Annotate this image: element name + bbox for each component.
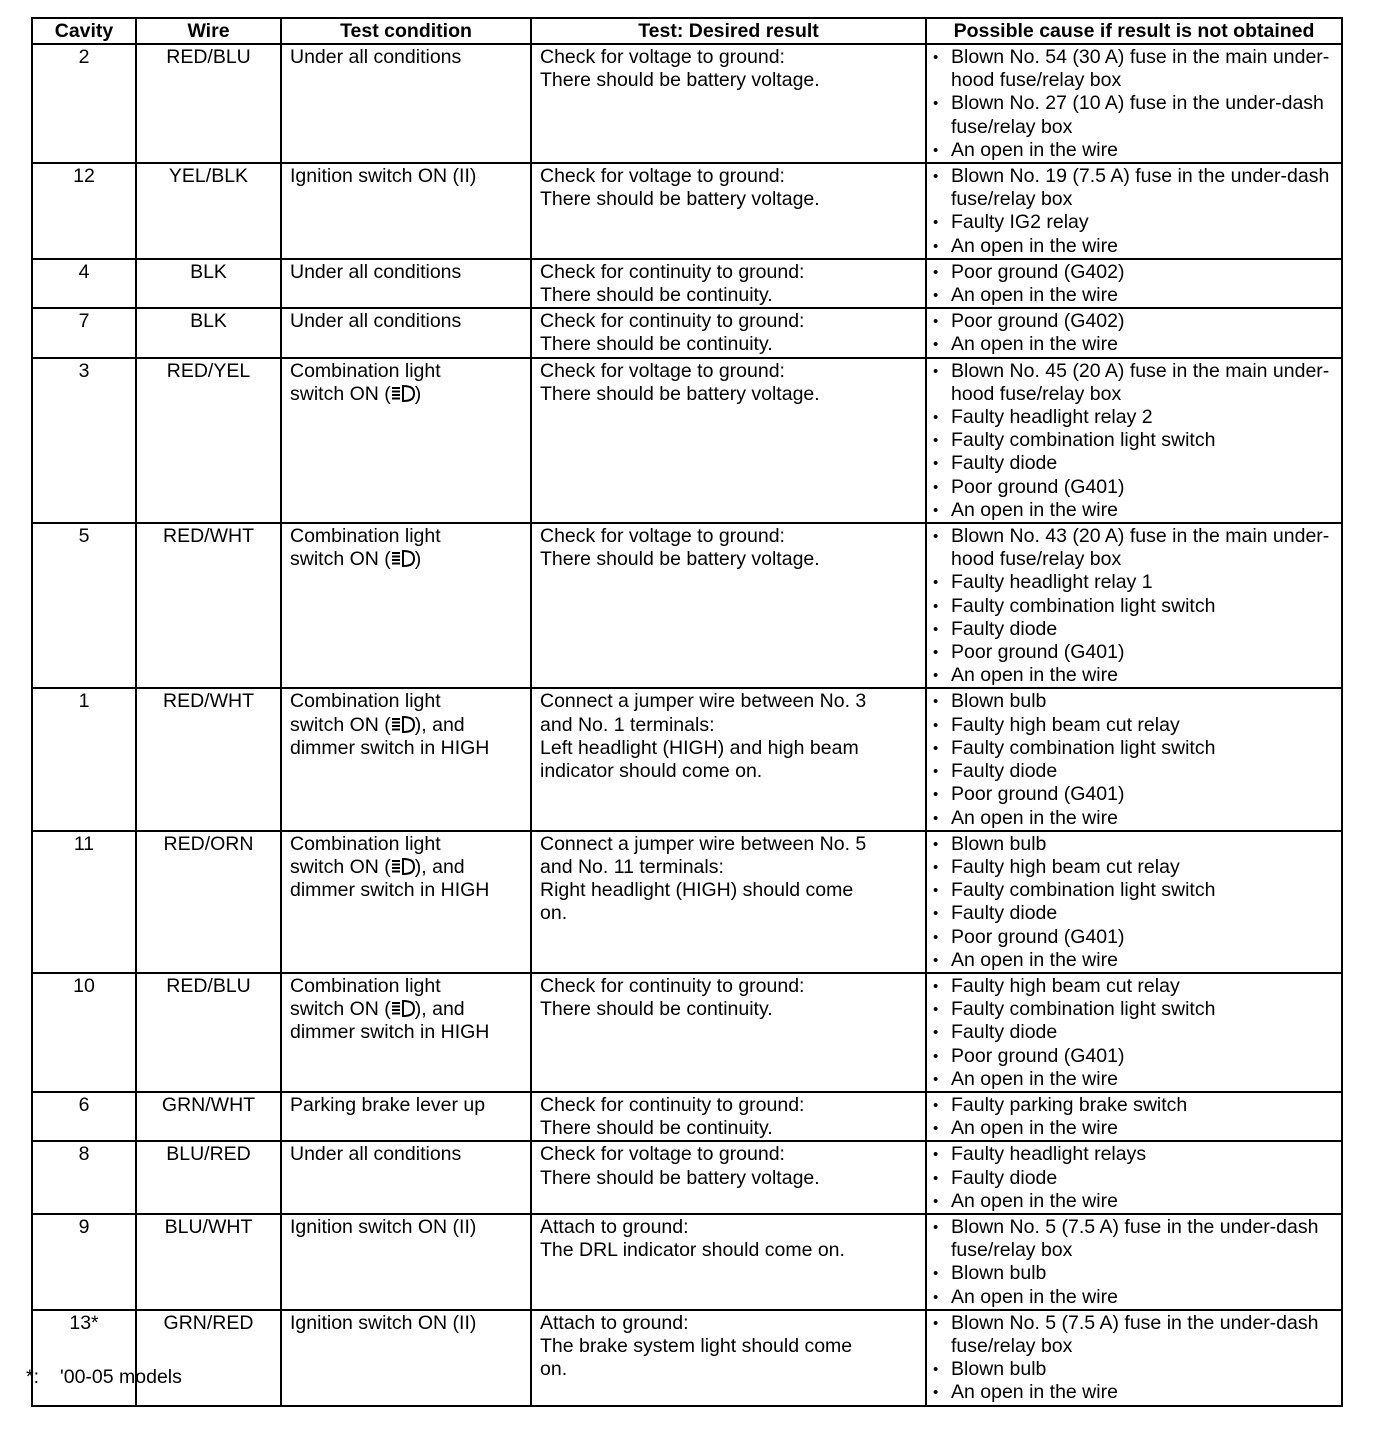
result-cell bbox=[531, 1092, 926, 1141]
cause-item: • Faulty combination light switch bbox=[929, 737, 1341, 760]
cause-item: • An open in the wire bbox=[929, 1381, 1341, 1404]
cavity-cell bbox=[32, 1310, 136, 1406]
condition-line: Parking brake lever up bbox=[290, 1093, 486, 1116]
wire-cell bbox=[136, 831, 281, 973]
condition-cell bbox=[281, 831, 531, 973]
result-line: There should be continuity. bbox=[540, 284, 773, 307]
condition-cell bbox=[281, 688, 531, 830]
result-cell bbox=[531, 308, 926, 357]
table-row bbox=[32, 259, 1342, 308]
cause-cell bbox=[926, 358, 1342, 523]
cause-item: • An open in the wire bbox=[929, 333, 1341, 356]
wire-color: BLU/WHT bbox=[164, 1215, 253, 1238]
cause-item: • Blown bulb bbox=[929, 690, 1341, 713]
header-possible-cause: Possible cause if result is not obtained bbox=[926, 18, 1342, 44]
cause-item: • An open in the wire bbox=[929, 139, 1341, 162]
cause-cell bbox=[926, 1141, 1342, 1214]
cause-cell bbox=[926, 523, 1342, 688]
result-cell bbox=[531, 1310, 926, 1406]
condition-text: switch ON ( bbox=[290, 548, 391, 571]
result-line: There should be continuity. bbox=[540, 998, 773, 1021]
condition-line: dimmer switch in HIGH bbox=[290, 879, 490, 902]
header-wire: Wire bbox=[136, 18, 281, 44]
cause-list bbox=[929, 1312, 1341, 1405]
cavity-number: 11 bbox=[73, 832, 95, 855]
result-line: Right headlight (HIGH) should come bbox=[540, 879, 854, 902]
result-cell bbox=[531, 259, 926, 308]
condition-line bbox=[290, 714, 530, 737]
cause-item: • Poor ground (G401) bbox=[929, 783, 1341, 806]
cause-list bbox=[929, 310, 1341, 356]
condition-text: switch ON ( bbox=[290, 855, 391, 878]
cavity-cell bbox=[32, 308, 136, 357]
cause-cell bbox=[926, 1092, 1342, 1141]
cause-item: • Faulty IG2 relay bbox=[929, 211, 1341, 234]
cause-item: • An open in the wire bbox=[929, 1286, 1341, 1309]
result-line: Check for continuity to ground: bbox=[540, 974, 805, 997]
condition-cell bbox=[281, 163, 531, 259]
condition-cell bbox=[281, 1214, 531, 1310]
wire-cell bbox=[136, 688, 281, 830]
cause-item: • Poor ground (G402) bbox=[929, 261, 1341, 284]
condition-line: Ignition switch ON (II) bbox=[290, 1311, 477, 1334]
table-row bbox=[32, 973, 1342, 1092]
condition-line: Under all conditions bbox=[290, 260, 462, 283]
condition-line: Under all conditions bbox=[290, 1143, 462, 1166]
wire-color: RED/WHT bbox=[163, 525, 254, 548]
result-line: Check for continuity to ground: bbox=[540, 310, 805, 333]
cavity-number: 7 bbox=[78, 310, 90, 333]
cavity-number: 4 bbox=[78, 260, 90, 283]
headlight-high-beam-icon bbox=[391, 858, 415, 875]
table-row bbox=[32, 1141, 1342, 1214]
cause-item: • Faulty combination light switch bbox=[929, 429, 1341, 452]
table-row bbox=[32, 688, 1342, 830]
condition-text: ), and bbox=[414, 713, 465, 736]
wire-color: RED/ORN bbox=[163, 832, 254, 855]
cause-item: • Faulty diode bbox=[929, 452, 1341, 475]
footnote-text: '00-05 models bbox=[60, 1366, 182, 1388]
cause-item: • Faulty diode bbox=[929, 1167, 1341, 1190]
result-line: Connect a jumper wire between No. 3 bbox=[540, 690, 867, 713]
headlight-high-beam-icon bbox=[391, 1000, 415, 1017]
result-line: There should be battery voltage. bbox=[540, 188, 820, 211]
result-line: There should be battery voltage. bbox=[540, 1166, 820, 1189]
table-row bbox=[32, 358, 1342, 523]
wire-color: YEL/BLK bbox=[168, 165, 249, 188]
wire-cell bbox=[136, 44, 281, 163]
wire-color: GRN/RED bbox=[163, 1311, 254, 1334]
condition-text: switch ON ( bbox=[290, 382, 391, 405]
condition-cell bbox=[281, 44, 531, 163]
cause-item: • Poor ground (G401) bbox=[929, 641, 1341, 664]
condition-text: switch ON ( bbox=[290, 998, 391, 1021]
cavity-number: 5 bbox=[78, 525, 90, 548]
cause-item: • Faulty combination light switch bbox=[929, 879, 1341, 902]
result-line: There should be battery voltage. bbox=[540, 548, 820, 571]
wire-color: RED/BLU bbox=[166, 974, 251, 997]
cavity-cell bbox=[32, 973, 136, 1092]
cavity-cell bbox=[32, 831, 136, 973]
condition-line: Combination light bbox=[290, 690, 441, 713]
wire-color: BLU/RED bbox=[166, 1143, 251, 1166]
headlight-high-beam-icon bbox=[391, 550, 415, 567]
cause-item: • Blown bulb bbox=[929, 1262, 1341, 1285]
cause-cell bbox=[926, 1214, 1342, 1310]
result-line: Check for voltage to ground: bbox=[540, 359, 785, 382]
cause-item: • Poor ground (G402) bbox=[929, 310, 1341, 333]
result-cell bbox=[531, 973, 926, 1092]
cause-item: • An open in the wire bbox=[929, 807, 1341, 830]
condition-line: Ignition switch ON (II) bbox=[290, 1215, 477, 1238]
wire-color: RED/WHT bbox=[163, 690, 254, 713]
cause-item: • Faulty headlight relay 1 bbox=[929, 571, 1341, 594]
cause-cell bbox=[926, 973, 1342, 1092]
cause-item: • Faulty headlight relays bbox=[929, 1143, 1341, 1166]
condition-cell bbox=[281, 1310, 531, 1406]
cause-list bbox=[929, 1094, 1341, 1140]
result-cell bbox=[531, 358, 926, 523]
cavity-cell bbox=[32, 44, 136, 163]
condition-text: switch ON ( bbox=[290, 713, 391, 736]
condition-line bbox=[290, 856, 530, 879]
result-cell bbox=[531, 831, 926, 973]
cause-item: • Poor ground (G401) bbox=[929, 476, 1341, 499]
result-line: Attach to ground: bbox=[540, 1311, 689, 1334]
wire-cell bbox=[136, 1214, 281, 1310]
table-row bbox=[32, 1214, 1342, 1310]
cavity-cell bbox=[32, 1141, 136, 1214]
cause-item: • An open in the wire bbox=[929, 499, 1341, 522]
cause-item: • An open in the wire bbox=[929, 1068, 1341, 1091]
cause-item: • Blown No. 43 (20 A) fuse in the main under-hood fuse/relay box bbox=[929, 525, 1341, 571]
result-line: There should be battery voltage. bbox=[540, 382, 820, 405]
cause-item: • Blown No. 45 (20 A) fuse in the main under-hood fuse/relay box bbox=[929, 360, 1341, 406]
cavity-cell bbox=[32, 523, 136, 688]
headlight-high-beam-icon bbox=[391, 385, 415, 402]
result-line: Check for voltage to ground: bbox=[540, 525, 785, 548]
result-cell bbox=[531, 44, 926, 163]
result-line: There should be battery voltage. bbox=[540, 69, 820, 92]
cause-list bbox=[929, 360, 1341, 522]
result-line: on. bbox=[540, 902, 568, 925]
header-cavity: Cavity bbox=[32, 18, 136, 44]
cavity-cell bbox=[32, 688, 136, 830]
condition-line: Combination light bbox=[290, 359, 441, 382]
header-desired-result: Test: Desired result bbox=[531, 18, 926, 44]
wire-cell bbox=[136, 308, 281, 357]
cause-item: • Blown bulb bbox=[929, 1358, 1341, 1381]
condition-line: dimmer switch in HIGH bbox=[290, 1021, 490, 1044]
table-header-row bbox=[32, 18, 1342, 44]
condition-line: Combination light bbox=[290, 974, 441, 997]
cause-item: • Faulty parking brake switch bbox=[929, 1094, 1341, 1117]
wire-cell bbox=[136, 1141, 281, 1214]
result-line: Connect a jumper wire between No. 5 bbox=[540, 832, 867, 855]
cavity-number: 9 bbox=[78, 1215, 90, 1238]
result-line: Check for continuity to ground: bbox=[540, 260, 805, 283]
wire-cell bbox=[136, 1310, 281, 1406]
cause-cell bbox=[926, 163, 1342, 259]
condition-cell bbox=[281, 358, 531, 523]
cause-item: • Faulty high beam cut relay bbox=[929, 856, 1341, 879]
result-line: Check for voltage to ground: bbox=[540, 46, 785, 68]
condition-cell bbox=[281, 259, 531, 308]
wire-cell bbox=[136, 523, 281, 688]
result-line: and No. 1 terminals: bbox=[540, 713, 715, 736]
cause-item: • Faulty high beam cut relay bbox=[929, 975, 1341, 998]
table-row bbox=[32, 44, 1342, 163]
condition-text: ), and bbox=[414, 998, 465, 1021]
cavity-cell bbox=[32, 358, 136, 523]
cause-item: • Blown No. 5 (7.5 A) fuse in the under-dash fuse/relay box bbox=[929, 1312, 1341, 1358]
cause-cell bbox=[926, 308, 1342, 357]
cause-list bbox=[929, 1143, 1341, 1213]
cavity-number: 12 bbox=[73, 165, 95, 188]
footnote-mark: *: bbox=[26, 1366, 40, 1388]
result-line: Check for continuity to ground: bbox=[540, 1093, 805, 1116]
cause-list bbox=[929, 46, 1341, 162]
table-row bbox=[32, 831, 1342, 973]
cavity-number: 2 bbox=[78, 46, 90, 68]
wire-cell bbox=[136, 973, 281, 1092]
table-row bbox=[32, 1310, 1342, 1406]
condition-cell bbox=[281, 1141, 531, 1214]
cause-item: • Faulty headlight relay 2 bbox=[929, 406, 1341, 429]
cavity-cell bbox=[32, 163, 136, 259]
table-row bbox=[32, 163, 1342, 259]
header-test-condition: Test condition bbox=[281, 18, 531, 44]
result-cell bbox=[531, 688, 926, 830]
table-row bbox=[32, 523, 1342, 688]
cause-item: • Faulty diode bbox=[929, 618, 1341, 641]
condition-cell bbox=[281, 308, 531, 357]
result-line: The DRL indicator should come on. bbox=[540, 1239, 845, 1262]
cause-cell bbox=[926, 688, 1342, 830]
cause-item: • An open in the wire bbox=[929, 664, 1341, 687]
connector-test-table bbox=[31, 17, 1343, 1407]
cause-item: • An open in the wire bbox=[929, 235, 1341, 258]
result-line: and No. 11 terminals: bbox=[540, 855, 724, 878]
cause-item: • Blown bulb bbox=[929, 833, 1341, 856]
result-cell bbox=[531, 523, 926, 688]
cause-cell bbox=[926, 259, 1342, 308]
result-line: on. bbox=[540, 1358, 568, 1381]
result-line: Left headlight (HIGH) and high beam bbox=[540, 736, 859, 759]
result-line: The brake system light should come bbox=[540, 1334, 853, 1357]
headlight-high-beam-icon bbox=[391, 716, 415, 733]
result-cell bbox=[531, 1214, 926, 1310]
condition-cell bbox=[281, 973, 531, 1092]
result-line: indicator should come on. bbox=[540, 760, 763, 783]
cause-cell bbox=[926, 44, 1342, 163]
cavity-number: 10 bbox=[73, 974, 95, 997]
condition-text: ), and bbox=[414, 855, 465, 878]
wire-cell bbox=[136, 259, 281, 308]
wire-color: RED/YEL bbox=[166, 359, 251, 382]
condition-text: ) bbox=[414, 548, 422, 571]
condition-line: dimmer switch in HIGH bbox=[290, 736, 490, 759]
cause-item: • An open in the wire bbox=[929, 1117, 1341, 1140]
cause-item: • Faulty diode bbox=[929, 902, 1341, 925]
wire-color: GRN/WHT bbox=[161, 1093, 256, 1116]
result-line: Check for voltage to ground: bbox=[540, 1143, 785, 1166]
result-line: There should be continuity. bbox=[540, 333, 773, 356]
wire-color: RED/BLU bbox=[166, 46, 251, 68]
condition-line bbox=[290, 383, 530, 406]
result-cell bbox=[531, 163, 926, 259]
cause-list bbox=[929, 165, 1341, 258]
cause-list bbox=[929, 690, 1341, 829]
wire-cell bbox=[136, 163, 281, 259]
cavity-number: 3 bbox=[78, 359, 90, 382]
result-line: Attach to ground: bbox=[540, 1215, 689, 1238]
result-cell bbox=[531, 1141, 926, 1214]
cause-list bbox=[929, 525, 1341, 687]
cause-cell bbox=[926, 1310, 1342, 1406]
cavity-cell bbox=[32, 1092, 136, 1141]
cause-item: • Faulty diode bbox=[929, 760, 1341, 783]
condition-line: Ignition switch ON (II) bbox=[290, 165, 477, 188]
condition-text: ) bbox=[414, 382, 422, 405]
wire-cell bbox=[136, 1092, 281, 1141]
cause-item: • An open in the wire bbox=[929, 284, 1341, 307]
table-body bbox=[32, 44, 1342, 1406]
cause-item: • Faulty combination light switch bbox=[929, 998, 1341, 1021]
result-line: There should be continuity. bbox=[540, 1117, 773, 1140]
cause-item: • Poor ground (G401) bbox=[929, 926, 1341, 949]
condition-cell bbox=[281, 523, 531, 688]
wire-color: BLK bbox=[190, 310, 227, 333]
cavity-cell bbox=[32, 1214, 136, 1310]
cause-item: • Faulty high beam cut relay bbox=[929, 714, 1341, 737]
condition-cell bbox=[281, 1092, 531, 1141]
cause-item: • Poor ground (G401) bbox=[929, 1045, 1341, 1068]
cavity-number: 13* bbox=[69, 1311, 99, 1334]
condition-line: Under all conditions bbox=[290, 310, 462, 333]
wire-color: BLK bbox=[190, 260, 227, 283]
footnote bbox=[26, 1366, 182, 1389]
result-line: Check for voltage to ground: bbox=[540, 165, 785, 188]
cause-list bbox=[929, 975, 1341, 1091]
cavity-cell bbox=[32, 259, 136, 308]
cause-item: • Faulty combination light switch bbox=[929, 595, 1341, 618]
cavity-number: 1 bbox=[78, 690, 90, 713]
condition-line: Under all conditions bbox=[290, 46, 462, 68]
cause-item: • Blown No. 27 (10 A) fuse in the under-dash fuse/relay box bbox=[929, 92, 1341, 138]
cavity-number: 8 bbox=[78, 1143, 90, 1166]
cause-list bbox=[929, 261, 1341, 307]
cause-item: • An open in the wire bbox=[929, 949, 1341, 972]
cause-item: • Blown No. 54 (30 A) fuse in the main under-hood fuse/relay box bbox=[929, 46, 1341, 92]
table-row bbox=[32, 308, 1342, 357]
cause-item: • An open in the wire bbox=[929, 1190, 1341, 1213]
condition-line bbox=[290, 998, 530, 1021]
condition-line bbox=[290, 548, 530, 571]
table-row bbox=[32, 1092, 1342, 1141]
cause-cell bbox=[926, 831, 1342, 973]
condition-line: Combination light bbox=[290, 525, 441, 548]
wire-cell bbox=[136, 358, 281, 523]
cavity-number: 6 bbox=[78, 1093, 90, 1116]
cause-list bbox=[929, 1216, 1341, 1309]
cause-item: • Blown No. 19 (7.5 A) fuse in the under-dash fuse/relay box bbox=[929, 165, 1341, 211]
cause-item: • Faulty diode bbox=[929, 1021, 1341, 1044]
cause-item: • Blown No. 5 (7.5 A) fuse in the under-dash fuse/relay box bbox=[929, 1216, 1341, 1262]
cause-list bbox=[929, 833, 1341, 972]
condition-line: Combination light bbox=[290, 832, 441, 855]
